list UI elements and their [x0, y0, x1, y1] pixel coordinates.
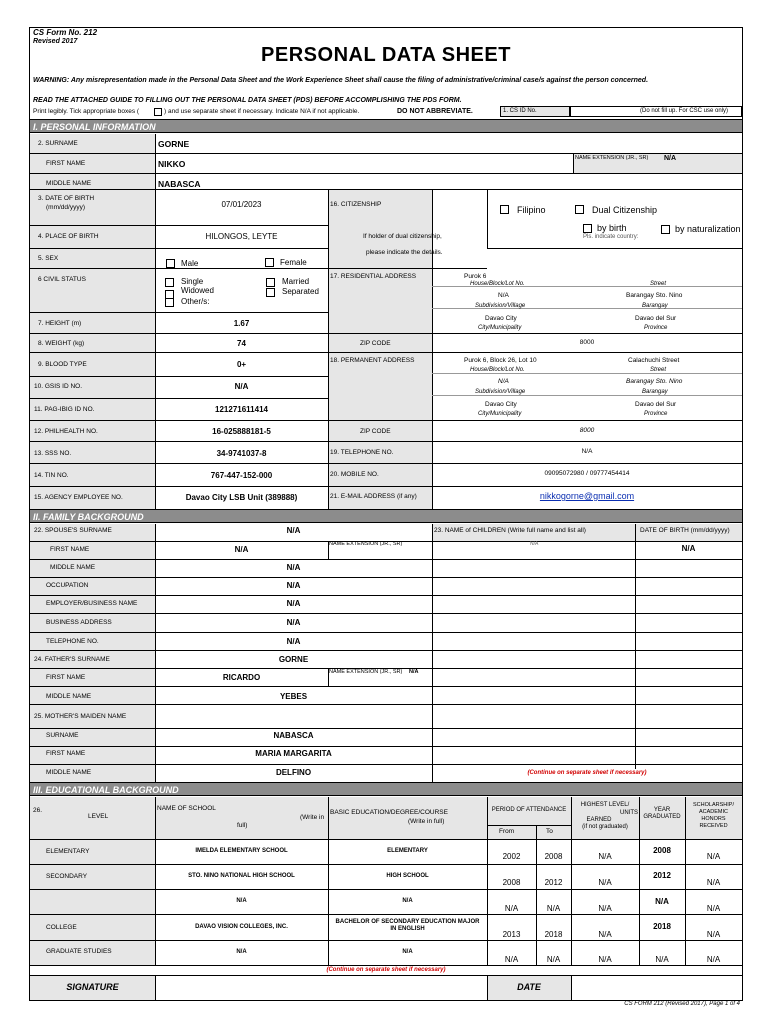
citizenship-by-naturalization-checkbox[interactable]	[661, 225, 670, 234]
signature-field[interactable]	[156, 976, 486, 1000]
edu-school-header: NAME OF SCHOOL	[157, 805, 216, 812]
spouse-first-label: FIRST NAME	[50, 546, 90, 553]
edu-from[interactable]: N/A	[504, 904, 519, 913]
date-field[interactable]	[572, 976, 742, 1000]
perm-street-caption: Street	[650, 367, 667, 373]
edu-from[interactable]: N/A	[504, 955, 519, 964]
perm-zip-value[interactable]: 8000	[579, 427, 595, 434]
country-note: Pls. indicate country:	[583, 234, 639, 240]
perm-zip-label: ZIP CODE	[360, 428, 391, 435]
edu-year-1: YEAR	[653, 807, 671, 813]
form-revision: Revised 2017	[33, 38, 78, 45]
sex-female-checkbox[interactable]	[265, 258, 274, 267]
do-not-abbreviate: DO NOT ABBREVIATE.	[397, 108, 473, 115]
edu-course[interactable]: HIGH SCHOOL	[386, 873, 429, 879]
citizenship-by-naturalization-label: by naturalization	[675, 224, 741, 234]
perm-subdivision-caption: Subdivision/Village	[475, 389, 526, 395]
perm-address-label: 18. PERMANENT ADDRESS	[330, 357, 415, 364]
edu-course[interactable]: ELEMENTARY	[387, 848, 428, 854]
edu-continue-note: (Continue on separate sheet if necessary)	[326, 967, 446, 973]
perm-province-value[interactable]: Davao del Sur	[635, 401, 677, 408]
father-first-value[interactable]: RICARDO	[222, 673, 261, 682]
edu-to[interactable]: 2018	[544, 930, 563, 939]
edu-year[interactable]: N/A	[655, 897, 669, 906]
weight-label: 8. WEIGHT (kg)	[38, 340, 85, 347]
father-ext-value[interactable]: N/A	[409, 669, 419, 675]
perm-city-caption: City/Municipality	[478, 411, 522, 417]
civil-others-checkbox[interactable]	[165, 298, 174, 307]
edu-school-full: full)	[237, 822, 248, 829]
father-middle-label: MIDDLE NAME	[46, 693, 92, 700]
children-dob-label: DATE OF BIRTH (mm/dd/yyyy)	[640, 527, 730, 534]
pds-page	[29, 27, 743, 1001]
edu-course[interactable]: N/A	[402, 949, 413, 955]
blood-value[interactable]: 0+	[236, 360, 247, 369]
sex-label: 5. SEX	[38, 255, 59, 262]
edu-school[interactable]: N/A	[236, 898, 247, 904]
gsis-label: 10. GSIS ID NO.	[34, 383, 83, 390]
res-house-value[interactable]: Purok 6	[464, 273, 487, 280]
telephone-value[interactable]: N/A	[581, 448, 593, 455]
agency-label: 15. AGENCY EMPLOYEE NO.	[34, 494, 123, 501]
footer-text: CS FORM 212 (Revised 2017), Page 1 of 4	[624, 1001, 740, 1007]
citizenship-filipino-checkbox[interactable]	[500, 205, 509, 214]
warning-text: WARNING: Any misrepresentation made in the Personal Data Sheet and the Work Experience Sheet shall cause the filing of administrative/criminal case/s against the person concerned.	[33, 77, 649, 84]
edu-to[interactable]: 2012	[544, 878, 563, 887]
spouse-telephone-value[interactable]: N/A	[286, 637, 301, 646]
business-label: BUSINESS ADDRESS	[46, 619, 112, 626]
children-name-value[interactable]: N/A	[530, 541, 539, 547]
edu-to[interactable]: N/A	[546, 955, 561, 964]
civil-married-label: Married	[282, 277, 310, 286]
father-surname-value[interactable]: GORNE	[278, 655, 309, 664]
civil-status-options	[156, 269, 327, 311]
res-province-value[interactable]: Davao del Sur	[635, 315, 677, 322]
middle-name-value[interactable]: NABASCA	[158, 179, 201, 189]
father-ext-label: NAME EXTENSION (JR., SR)	[329, 669, 403, 675]
telephone-label: 19. TELEPHONE NO.	[330, 449, 394, 456]
middle-name-label: MIDDLE NAME	[46, 180, 92, 187]
height-value[interactable]: 1.67	[233, 319, 250, 328]
edu-level: SECONDARY	[46, 873, 88, 880]
dual-note-2: please indicate the details.	[366, 249, 443, 256]
mother-maiden-label: 25. MOTHER'S MAIDEN NAME	[34, 713, 127, 720]
spouse-surname-label: 22. SPOUSE'S SURNAME	[34, 527, 112, 534]
edu-from-header: From	[499, 828, 515, 835]
edu-highest-2: UNITS	[620, 810, 638, 816]
res-subdivision-caption: Subdivision/Village	[475, 303, 526, 309]
perm-subdivision-value[interactable]: N/A	[498, 378, 509, 385]
name-ext-label: NAME EXTENSION (JR., SR)	[575, 155, 649, 161]
children-label: 23. NAME of CHILDREN (Write full name and list all)	[434, 527, 586, 534]
edu-course[interactable]: BACHELOR OF SECONDARY EDUCATION MAJOR IN ENGLISH	[335, 919, 480, 932]
res-zip-value[interactable]: 8000	[579, 339, 595, 346]
section-family-background: II. FAMILY BACKGROUND	[30, 509, 742, 523]
edu-honors[interactable]: N/A	[706, 955, 721, 964]
edu-level: GRADUATE STUDIES	[46, 948, 112, 955]
edu-highest[interactable]: N/A	[598, 878, 612, 887]
dual-note-1: If holder of dual citizenship,	[363, 233, 442, 240]
edu-period-header: PERIOD OF ATTENDANCE	[491, 807, 567, 813]
philhealth-label: 12. PHILHEALTH NO.	[34, 428, 98, 435]
citizenship-by-birth-checkbox[interactable]	[583, 224, 592, 233]
civil-separated-label: Separated	[282, 287, 319, 296]
sex-male-checkbox[interactable]	[166, 259, 175, 268]
father-middle-value[interactable]: YEBES	[279, 692, 308, 701]
pagibig-value[interactable]: 121271611414	[215, 405, 268, 414]
edu-from[interactable]: 2002	[502, 852, 521, 861]
height-label: 7. HEIGHT (m)	[38, 320, 82, 327]
citizenship-label: 16. CITIZENSHIP	[330, 201, 382, 208]
edu-level-header: LEVEL	[88, 813, 109, 820]
edu-scholar-1: SCHOLARSHIP/	[693, 802, 734, 808]
res-address-label: 17. RESIDENTIAL ADDRESS	[330, 273, 417, 280]
citizenship-dual-label: Dual Citizenship	[592, 205, 658, 215]
res-province-caption: Province	[644, 325, 668, 331]
edu-scholar-3: HONORS	[701, 816, 726, 822]
perm-street-value[interactable]: Calachuchi Street	[628, 357, 680, 364]
form-number: CS Form No. 212	[33, 28, 98, 37]
surname-value[interactable]: GORNE	[158, 139, 190, 149]
perm-house-value[interactable]: Purok 6, Block 26, Lot 10	[464, 357, 537, 364]
occupation-value[interactable]: N/A	[286, 581, 301, 590]
res-barangay-value[interactable]: Barangay Sto. Nino	[626, 292, 683, 299]
mother-first-value[interactable]: MARIA MARGARITA	[255, 749, 332, 758]
sex-male-label: Male	[181, 259, 199, 268]
mother-surname-value[interactable]: NABASCA	[273, 731, 314, 740]
edu-honors[interactable]: N/A	[706, 852, 721, 861]
email-label: 21. E-MAIL ADDRESS (if any)	[330, 493, 417, 500]
pagibig-label: 11. PAG-IBIG ID NO.	[34, 406, 95, 413]
cs-id-label: 1. CS ID No.	[503, 108, 537, 114]
cs-id-note: (Do not fill up. For CSC use only)	[640, 108, 729, 114]
sex-female-label: Female	[280, 258, 307, 267]
edu-highest[interactable]: N/A	[598, 930, 612, 939]
edu-highest-1: HIGHEST LEVEL/	[580, 802, 630, 808]
spouse-middle-value[interactable]: N/A	[286, 563, 301, 572]
business-value[interactable]: N/A	[286, 618, 301, 627]
edu-to-header: To	[546, 828, 553, 835]
res-house-caption: House/Block/Lot No.	[470, 281, 525, 287]
occupation-label: OCCUPATION	[46, 582, 89, 589]
children-dob-value[interactable]: N/A	[681, 544, 696, 553]
citizenship-by-birth-label: by birth	[597, 223, 627, 233]
edu-to[interactable]: N/A	[546, 904, 561, 913]
edu-highest[interactable]: N/A	[598, 904, 612, 913]
perm-barangay-value[interactable]: Barangay Sto. Nino	[626, 378, 683, 385]
civil-widowed-label: Widowed	[181, 286, 214, 295]
edu-course-header: BASIC EDUCATION/DEGREE/COURSE	[330, 809, 448, 816]
res-subdivision-value[interactable]: N/A	[498, 292, 509, 299]
edu-to[interactable]: 2008	[544, 852, 563, 861]
print-legibly-text-2: ) and use separate sheet if necessary. Indicate N/A if not applicable.	[164, 108, 360, 115]
res-zip-label: ZIP CODE	[360, 340, 391, 347]
family-continue-note: (Continue on separate sheet if necessary)	[527, 770, 647, 776]
edu-number: 26.	[33, 807, 43, 814]
civil-single-checkbox[interactable]	[165, 278, 174, 287]
name-ext-value[interactable]: N/A	[664, 155, 677, 162]
res-city-caption: City/Municipality	[478, 325, 522, 331]
employer-value[interactable]: N/A	[286, 599, 301, 608]
country-field[interactable]	[487, 248, 742, 269]
email-value[interactable]: nikkogorne@gmail.com	[539, 491, 635, 501]
signature-label: SIGNATURE	[66, 982, 119, 992]
civil-single-label: Single	[181, 277, 204, 286]
print-legibly-text: Print legibly. Tick appropriate boxes (	[33, 108, 140, 115]
weight-value[interactable]: 74	[237, 339, 246, 348]
edu-from[interactable]: 2008	[502, 878, 521, 887]
mobile-label: 20. MOBILE NO.	[330, 471, 379, 478]
philhealth-value[interactable]: 16-025888181-5	[212, 427, 271, 436]
edu-highest-3: EARNED	[586, 817, 612, 823]
father-surname-label: 24. FATHER'S SURNAME	[34, 656, 110, 663]
sss-label: 13. SSS NO.	[34, 450, 72, 457]
dob-format: (mm/dd/yyyy)	[46, 204, 85, 211]
edu-year[interactable]: 2008	[653, 846, 671, 855]
section-personal-info: I. PERSONAL INFORMATION	[30, 119, 742, 133]
tick-sample-checkbox	[154, 108, 162, 116]
edu-school[interactable]: N/A	[236, 949, 247, 955]
res-barangay-caption: Barangay	[642, 303, 668, 309]
edu-course[interactable]: N/A	[402, 898, 413, 904]
agency-value[interactable]: Davao City LSB Unit (389888)	[185, 493, 298, 502]
perm-barangay-caption: Barangay	[642, 389, 668, 395]
edu-year[interactable]: 2012	[653, 871, 671, 880]
mother-middle-label: MIDDLE NAME	[46, 769, 92, 776]
pob-label: 4. PLACE OF BIRTH	[38, 233, 99, 240]
mother-middle-value[interactable]: DELFINO	[275, 768, 312, 777]
edu-school-write: (Write in	[300, 814, 325, 821]
spouse-first-value[interactable]: N/A	[234, 545, 249, 554]
edu-from[interactable]: 2013	[502, 930, 521, 939]
tin-value[interactable]: 767-447-152-000	[210, 471, 273, 480]
mother-surname-label: SURNAME	[46, 732, 79, 739]
edu-level: COLLEGE	[46, 924, 77, 931]
edu-course-write: (Write in full)	[408, 818, 445, 825]
perm-province-caption: Province	[644, 411, 668, 417]
edu-highest[interactable]: N/A	[598, 955, 612, 964]
surname-label: 2. SURNAME	[38, 140, 78, 147]
first-name-value[interactable]: NIKKO	[158, 159, 186, 169]
spouse-ext-label: NAME EXTENSION (JR., SR)	[329, 541, 403, 547]
father-first-label: FIRST NAME	[46, 674, 86, 681]
edu-year[interactable]: N/A	[655, 955, 669, 964]
sss-value[interactable]: 34-9741037-8	[216, 449, 267, 458]
edu-scholar-2: ACADEMIC	[698, 809, 729, 815]
pob-value[interactable]: HILONGOS, LEYTE	[205, 232, 278, 241]
edu-highest-4: (if not graduated)	[582, 824, 628, 830]
page-title: PERSONAL DATA SHEET	[261, 44, 511, 66]
edu-highest[interactable]: N/A	[598, 852, 612, 861]
dob-label: 3. DATE OF BIRTH	[38, 195, 95, 202]
spouse-surname-value[interactable]: N/A	[286, 526, 301, 535]
perm-house-caption: House/Block/Lot No.	[470, 367, 525, 373]
gsis-value[interactable]: N/A	[234, 382, 249, 391]
edu-school[interactable]: DAVAO VISION COLLEGES, INC.	[195, 924, 288, 930]
blood-label: 9. BLOOD TYPE	[38, 361, 87, 368]
employer-label: EMPLOYER/BUSINESS NAME	[46, 600, 138, 607]
first-name-label: FIRST NAME	[46, 160, 86, 167]
edu-year[interactable]: 2018	[653, 922, 671, 931]
mother-first-label: FIRST NAME	[46, 750, 86, 757]
edu-honors[interactable]: N/A	[706, 904, 721, 913]
citizenship-filipino-label: Filipino	[517, 205, 546, 215]
civil-others-label: Other/s:	[181, 297, 210, 306]
res-street-caption: Street	[650, 281, 667, 287]
edu-level: ELEMENTARY	[46, 848, 90, 855]
spouse-middle-label: MIDDLE NAME	[50, 564, 96, 571]
edu-school[interactable]: STO. NINO NATIONAL HIGH SCHOOL	[188, 873, 295, 879]
mobile-value[interactable]: 09095072980 / 09777454414	[544, 470, 630, 477]
edu-honors[interactable]: N/A	[706, 878, 721, 887]
edu-school[interactable]: IMELDA ELEMENTARY SCHOOL	[195, 848, 288, 854]
res-city-value[interactable]: Davao City	[485, 315, 517, 322]
edu-year-2: GRADUATED	[643, 814, 681, 820]
civil-married-checkbox[interactable]	[266, 278, 275, 287]
edu-honors[interactable]: N/A	[706, 930, 721, 939]
citizenship-dual-checkbox[interactable]	[575, 205, 584, 214]
edu-scholar-4: RECEIVED	[699, 823, 728, 829]
perm-city-value[interactable]: Davao City	[485, 401, 517, 408]
section-educational-background: III. EDUCATIONAL BACKGROUND	[30, 782, 742, 796]
read-guide-text: READ THE ATTACHED GUIDE TO FILLING OUT THE PERSONAL DATA SHEET (PDS) BEFORE ACCOMPLISHING THE PDS FORM.	[33, 97, 462, 104]
spouse-telephone-label: TELEPHONE NO.	[46, 638, 99, 645]
tin-label: 14. TIN NO.	[34, 472, 69, 479]
civil-status-label: 6 CIVIL STATUS	[38, 276, 86, 283]
civil-separated-checkbox[interactable]	[266, 288, 275, 297]
date-label: DATE	[517, 982, 541, 992]
dob-value[interactable]: 07/01/2023	[221, 200, 262, 209]
